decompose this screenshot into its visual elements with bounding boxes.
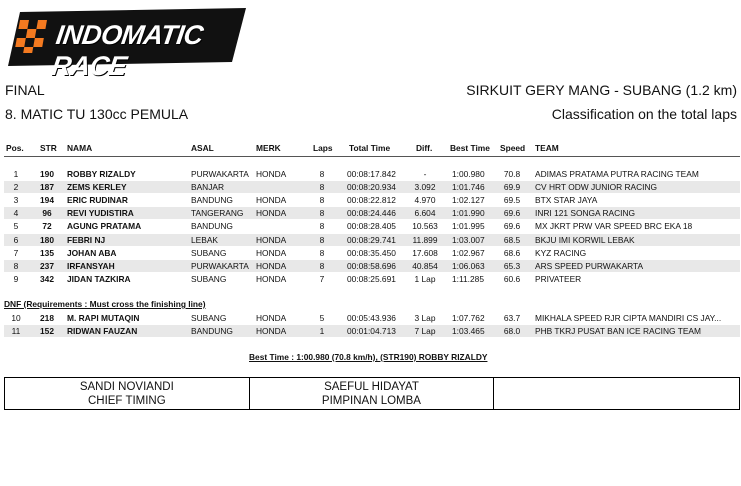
cell-pos: 1	[13, 169, 19, 179]
cell-str: 190	[40, 169, 54, 179]
signature-role: PIMPINAN LOMBA	[321, 395, 421, 407]
cell-pos: 10	[11, 313, 21, 323]
cell-best-time: 1:02.967	[452, 247, 485, 258]
cell-best-time: 1:03.465	[452, 326, 485, 336]
cell-nama: FEBRI NJ	[67, 234, 106, 245]
cell-best-time: 1:01.995	[452, 221, 485, 232]
cell-merk: HONDA	[256, 195, 287, 206]
cell-laps: 8	[319, 221, 325, 232]
cell-speed: 69.9	[503, 182, 521, 193]
cell-merk: HONDA	[256, 208, 287, 219]
header-divider	[4, 156, 740, 157]
signature-cell-race-director	[250, 378, 495, 409]
result-row	[4, 181, 740, 193]
result-row	[4, 247, 740, 259]
signature-name: SANDI NOVIANDI	[79, 381, 174, 393]
cell-nama: ROBBY RIZALDY	[67, 169, 136, 179]
cell-nama: JOHAN ABA	[67, 247, 117, 258]
cell-diff: 6.604	[414, 208, 436, 219]
cell-diff: 10.563	[412, 221, 438, 232]
cell-str: 72	[42, 221, 52, 232]
cell-diff: -	[423, 169, 427, 179]
result-row	[4, 168, 740, 180]
cell-asal: BANJAR	[191, 182, 225, 193]
cell-team: PRIVATEER	[535, 273, 582, 284]
cell-asal: SUBANG	[191, 313, 227, 323]
cell-team: MIKHALA SPEED RJR CIPTA MANDIRI CS JAY...	[535, 313, 722, 323]
cell-total-time: 00:01:04.713	[347, 326, 396, 336]
cell-pos: 3	[13, 195, 19, 206]
cell-laps: 8	[319, 234, 325, 245]
cell-asal: SUBANG	[191, 273, 227, 284]
result-row	[4, 260, 740, 272]
cell-nama: ERIC RUDINAR	[67, 195, 128, 206]
cell-str: 187	[40, 182, 54, 193]
result-row	[4, 207, 740, 219]
cell-team: BTX STAR JAYA	[535, 195, 598, 206]
cell-laps: 8	[319, 169, 325, 179]
cell-diff: 1 Lap	[414, 273, 436, 284]
cell-best-time: 1:06.063	[452, 260, 485, 271]
cell-total-time: 00:08:28.405	[347, 221, 396, 232]
cell-pos: 5	[13, 221, 19, 232]
cell-total-time: 00:08:22.812	[347, 195, 396, 206]
indomatic-race-logo	[6, 6, 246, 81]
cell-str: 135	[40, 247, 54, 258]
signature-name: SAEFUL HIDAYAT	[324, 381, 419, 393]
cell-merk: HONDA	[256, 260, 287, 271]
cell-total-time: 00:08:17.842	[347, 169, 396, 179]
cell-diff: 3.092	[414, 182, 436, 193]
cell-merk: HONDA	[256, 234, 287, 245]
col-pos: Pos.	[6, 143, 24, 153]
col-diff: Diff.	[416, 143, 433, 153]
logo-text: INDOMATIC RACE	[49, 20, 205, 81]
cell-pos: 9	[13, 273, 19, 284]
cell-asal: BANDUNG	[191, 195, 233, 206]
cell-str: 237	[40, 260, 54, 271]
cell-laps: 8	[319, 260, 325, 271]
cell-team: KYZ RACING	[535, 247, 587, 258]
cell-total-time: 00:08:35.450	[347, 247, 396, 258]
cell-laps: 8	[319, 208, 325, 219]
cell-asal: BANDUNG	[191, 221, 233, 232]
cell-speed: 68.0	[503, 326, 521, 336]
cell-best-time: 1:02.127	[452, 195, 485, 206]
cell-pos: 2	[13, 182, 19, 193]
cell-team: PHB TKRJ PUSAT BAN ICE RACING TEAM	[535, 326, 701, 336]
cell-laps: 8	[319, 247, 325, 258]
dnf-title: DNF (Requirements : Must cross the finishing line)	[4, 299, 206, 309]
cell-pos: 7	[13, 247, 19, 258]
cell-merk: HONDA	[256, 326, 287, 336]
cell-diff: 17.608	[412, 247, 438, 258]
best-time-summary: Best Time : 1:00.980 (70.8 km/h), (STR190) ROBBY RIZALDY	[249, 352, 488, 362]
result-row	[4, 234, 740, 246]
result-row	[4, 273, 740, 285]
cell-speed: 69.5	[503, 195, 521, 206]
cell-speed: 68.6	[503, 247, 521, 258]
cell-total-time: 00:08:58.696	[347, 260, 396, 271]
cell-str: 96	[42, 208, 52, 219]
signature-box	[4, 377, 740, 410]
cell-total-time: 00:08:20.934	[347, 182, 396, 193]
cell-speed: 70.8	[503, 169, 521, 179]
cell-merk: HONDA	[256, 247, 287, 258]
col-merk: MERK	[256, 143, 281, 153]
cell-merk: HONDA	[256, 313, 287, 323]
cell-team: INRI 121 SONGA RACING	[535, 208, 636, 219]
cell-nama: AGUNG PRATAMA	[67, 221, 142, 232]
cell-pos: 11	[11, 326, 21, 336]
dnf-row	[4, 325, 740, 337]
signature-cell-chief-timing	[5, 378, 250, 409]
table-header	[0, 143, 741, 155]
cell-laps: 1	[319, 326, 325, 336]
cell-total-time: 00:08:24.446	[347, 208, 396, 219]
cell-best-time: 1:00.980	[452, 169, 485, 179]
cell-laps: 8	[319, 195, 325, 206]
cell-diff: 4.970	[414, 195, 436, 206]
cell-team: ADIMAS PRATAMA PUTRA RACING TEAM	[535, 169, 699, 179]
cell-nama: RIDWAN FAUZAN	[67, 326, 138, 336]
cell-asal: TANGERANG	[191, 208, 244, 219]
cell-pos: 8	[13, 260, 19, 271]
cell-asal: LEBAK	[191, 234, 219, 245]
cell-team: BKJU IMI KORWIL LEBAK	[535, 234, 635, 245]
classification-type: Classification on the total laps	[551, 106, 737, 122]
cell-total-time: 00:05:43.936	[347, 313, 396, 323]
cell-asal: BANDUNG	[191, 326, 233, 336]
cell-speed: 65.3	[503, 260, 521, 271]
cell-merk: HONDA	[256, 273, 287, 284]
cell-speed: 68.5	[503, 234, 521, 245]
cell-best-time: 1:03.007	[452, 234, 485, 245]
col-team: TEAM	[535, 143, 559, 153]
cell-team: CV HRT ODW JUNIOR RACING	[535, 182, 658, 193]
cell-pos: 4	[13, 208, 19, 219]
cell-speed: 69.6	[503, 208, 521, 219]
col-total-time: Total Time	[349, 143, 391, 153]
cell-str: 218	[40, 313, 54, 323]
col-laps: Laps	[313, 143, 333, 153]
cell-team: MX JKRT PRW VAR SPEED BRC EKA 18	[535, 221, 693, 232]
cell-asal: SUBANG	[191, 247, 227, 258]
session-title: FINAL	[5, 82, 45, 98]
col-nama: NAMA	[67, 143, 93, 153]
col-asal: ASAL	[191, 143, 214, 153]
cell-best-time: 1:11.285	[452, 273, 484, 284]
cell-str: 194	[40, 195, 54, 206]
cell-diff: 3 Lap	[414, 313, 436, 323]
cell-speed: 60.6	[503, 273, 521, 284]
cell-laps: 7	[319, 273, 325, 284]
cell-nama: ZEMS KERLEY	[67, 182, 127, 193]
col-speed: Speed	[500, 143, 526, 153]
cell-diff: 40.854	[412, 260, 438, 271]
cell-str: 180	[40, 234, 54, 245]
cell-laps: 5	[319, 313, 325, 323]
cell-pos: 6	[13, 234, 19, 245]
cell-best-time: 1:07.762	[452, 313, 485, 323]
circuit-name: SIRKUIT GERY MANG - SUBANG (1.2 km)	[466, 82, 737, 98]
cell-str: 152	[40, 326, 54, 336]
race-class: 8. MATIC TU 130cc PEMULA	[5, 106, 189, 122]
result-row	[4, 194, 740, 206]
cell-nama: REVI YUDISTIRA	[67, 208, 134, 219]
signature-cell-empty	[494, 378, 739, 409]
cell-team: ARS SPEED PURWAKARTA	[535, 260, 644, 271]
cell-speed: 69.6	[503, 221, 521, 232]
col-str: STR	[40, 143, 57, 153]
result-row	[4, 220, 740, 232]
cell-diff: 7 Lap	[414, 326, 436, 336]
cell-total-time: 00:08:29.741	[347, 234, 396, 245]
col-best-time: Best Time	[450, 143, 490, 153]
cell-merk: HONDA	[256, 169, 287, 179]
cell-best-time: 1:01.746	[452, 182, 485, 193]
cell-best-time: 1:01.990	[452, 208, 485, 219]
cell-nama: IRFANSYAH	[67, 260, 115, 271]
cell-nama: JIDAN TAZKIRA	[67, 273, 131, 284]
cell-asal: PURWAKARTA	[191, 169, 249, 179]
cell-laps: 8	[319, 182, 325, 193]
cell-diff: 11.899	[412, 234, 438, 245]
cell-asal: PURWAKARTA	[191, 260, 249, 271]
dnf-row	[4, 312, 740, 324]
cell-total-time: 00:08:25.691	[347, 273, 396, 284]
cell-str: 342	[40, 273, 54, 284]
cell-speed: 63.7	[503, 313, 521, 323]
signature-role: CHIEF TIMING	[87, 395, 166, 407]
cell-nama: M. RAPI MUTAQIN	[67, 313, 140, 323]
